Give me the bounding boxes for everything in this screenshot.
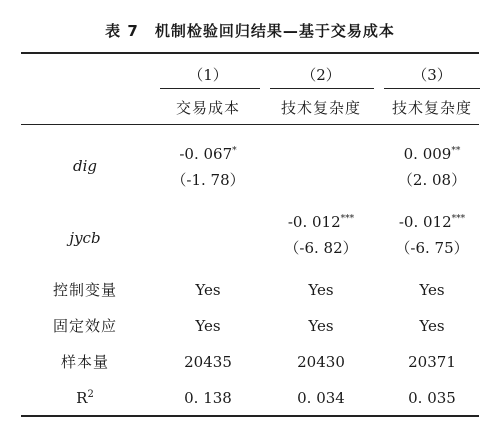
- dig-coef-col1: [158, 145, 258, 163]
- dig-coef-col3-value: 0. 009: [403, 145, 452, 163]
- jycb-t-col3: （-6. 75）: [395, 239, 469, 257]
- col-var-2: 技术复杂度: [280, 99, 361, 117]
- header-subrule-3: [384, 88, 480, 89]
- bottom-rule: [21, 415, 479, 417]
- col-number-2: （2）: [301, 66, 341, 84]
- dig-t-col1: （-1. 78）: [171, 171, 245, 189]
- fixed-effects-col3: Yes: [419, 317, 445, 335]
- sample-size-col1: 20435: [184, 353, 232, 371]
- jycb-coef-col3: [382, 213, 482, 231]
- top-rule: [21, 52, 479, 54]
- jycb-coef-col2: [270, 213, 372, 231]
- dig-coef-col1-stars: *: [232, 146, 237, 156]
- controls-col3: Yes: [419, 281, 445, 299]
- jycb-coef-col2-value: -0. 012: [287, 213, 341, 231]
- fixed-effects-col2: Yes: [308, 317, 334, 335]
- header-subrule-2: [270, 88, 374, 89]
- row-label-sample-size: 样本量: [60, 353, 109, 371]
- col-number-3: （3）: [412, 66, 452, 84]
- r2-label-sup: 2: [87, 389, 94, 400]
- table-title: 表 7 机制检验回归结果—基于交易成本: [105, 22, 395, 40]
- row-label-dig: dig: [72, 157, 97, 175]
- controls-col1: Yes: [195, 281, 221, 299]
- dig-t-col3: （2. 08）: [397, 171, 467, 189]
- col-var-1: 交易成本: [175, 99, 240, 117]
- header-rule: [21, 124, 479, 125]
- jycb-t-col2: （-6. 82）: [284, 239, 358, 257]
- controls-col2: Yes: [308, 281, 334, 299]
- fixed-effects-col1: Yes: [195, 317, 221, 335]
- jycb-coef-col2-stars: ***: [340, 214, 355, 224]
- row-label-r2: [21, 389, 149, 407]
- r2-col2: 0. 034: [297, 389, 345, 407]
- dig-coef-col3-stars: **: [451, 146, 461, 156]
- col-number-1: （1）: [188, 66, 228, 84]
- r2-col3: 0. 035: [408, 389, 456, 407]
- col-var-3: 技术复杂度: [391, 99, 472, 117]
- header-subrule-1: [160, 88, 260, 89]
- sample-size-col2: 20430: [297, 353, 345, 371]
- r2-col1: 0. 138: [184, 389, 232, 407]
- r2-label-base: R: [76, 389, 88, 407]
- dig-coef-col1-value: -0. 067: [179, 145, 233, 163]
- row-label-fixed-effects: 固定效应: [52, 317, 117, 335]
- jycb-coef-col3-value: -0. 012: [398, 213, 452, 231]
- jycb-coef-col3-stars: ***: [451, 214, 466, 224]
- row-label-jycb: jycb: [69, 229, 101, 247]
- sample-size-col3: 20371: [408, 353, 456, 371]
- dig-coef-col3: [382, 145, 482, 163]
- row-label-controls: 控制变量: [52, 281, 117, 299]
